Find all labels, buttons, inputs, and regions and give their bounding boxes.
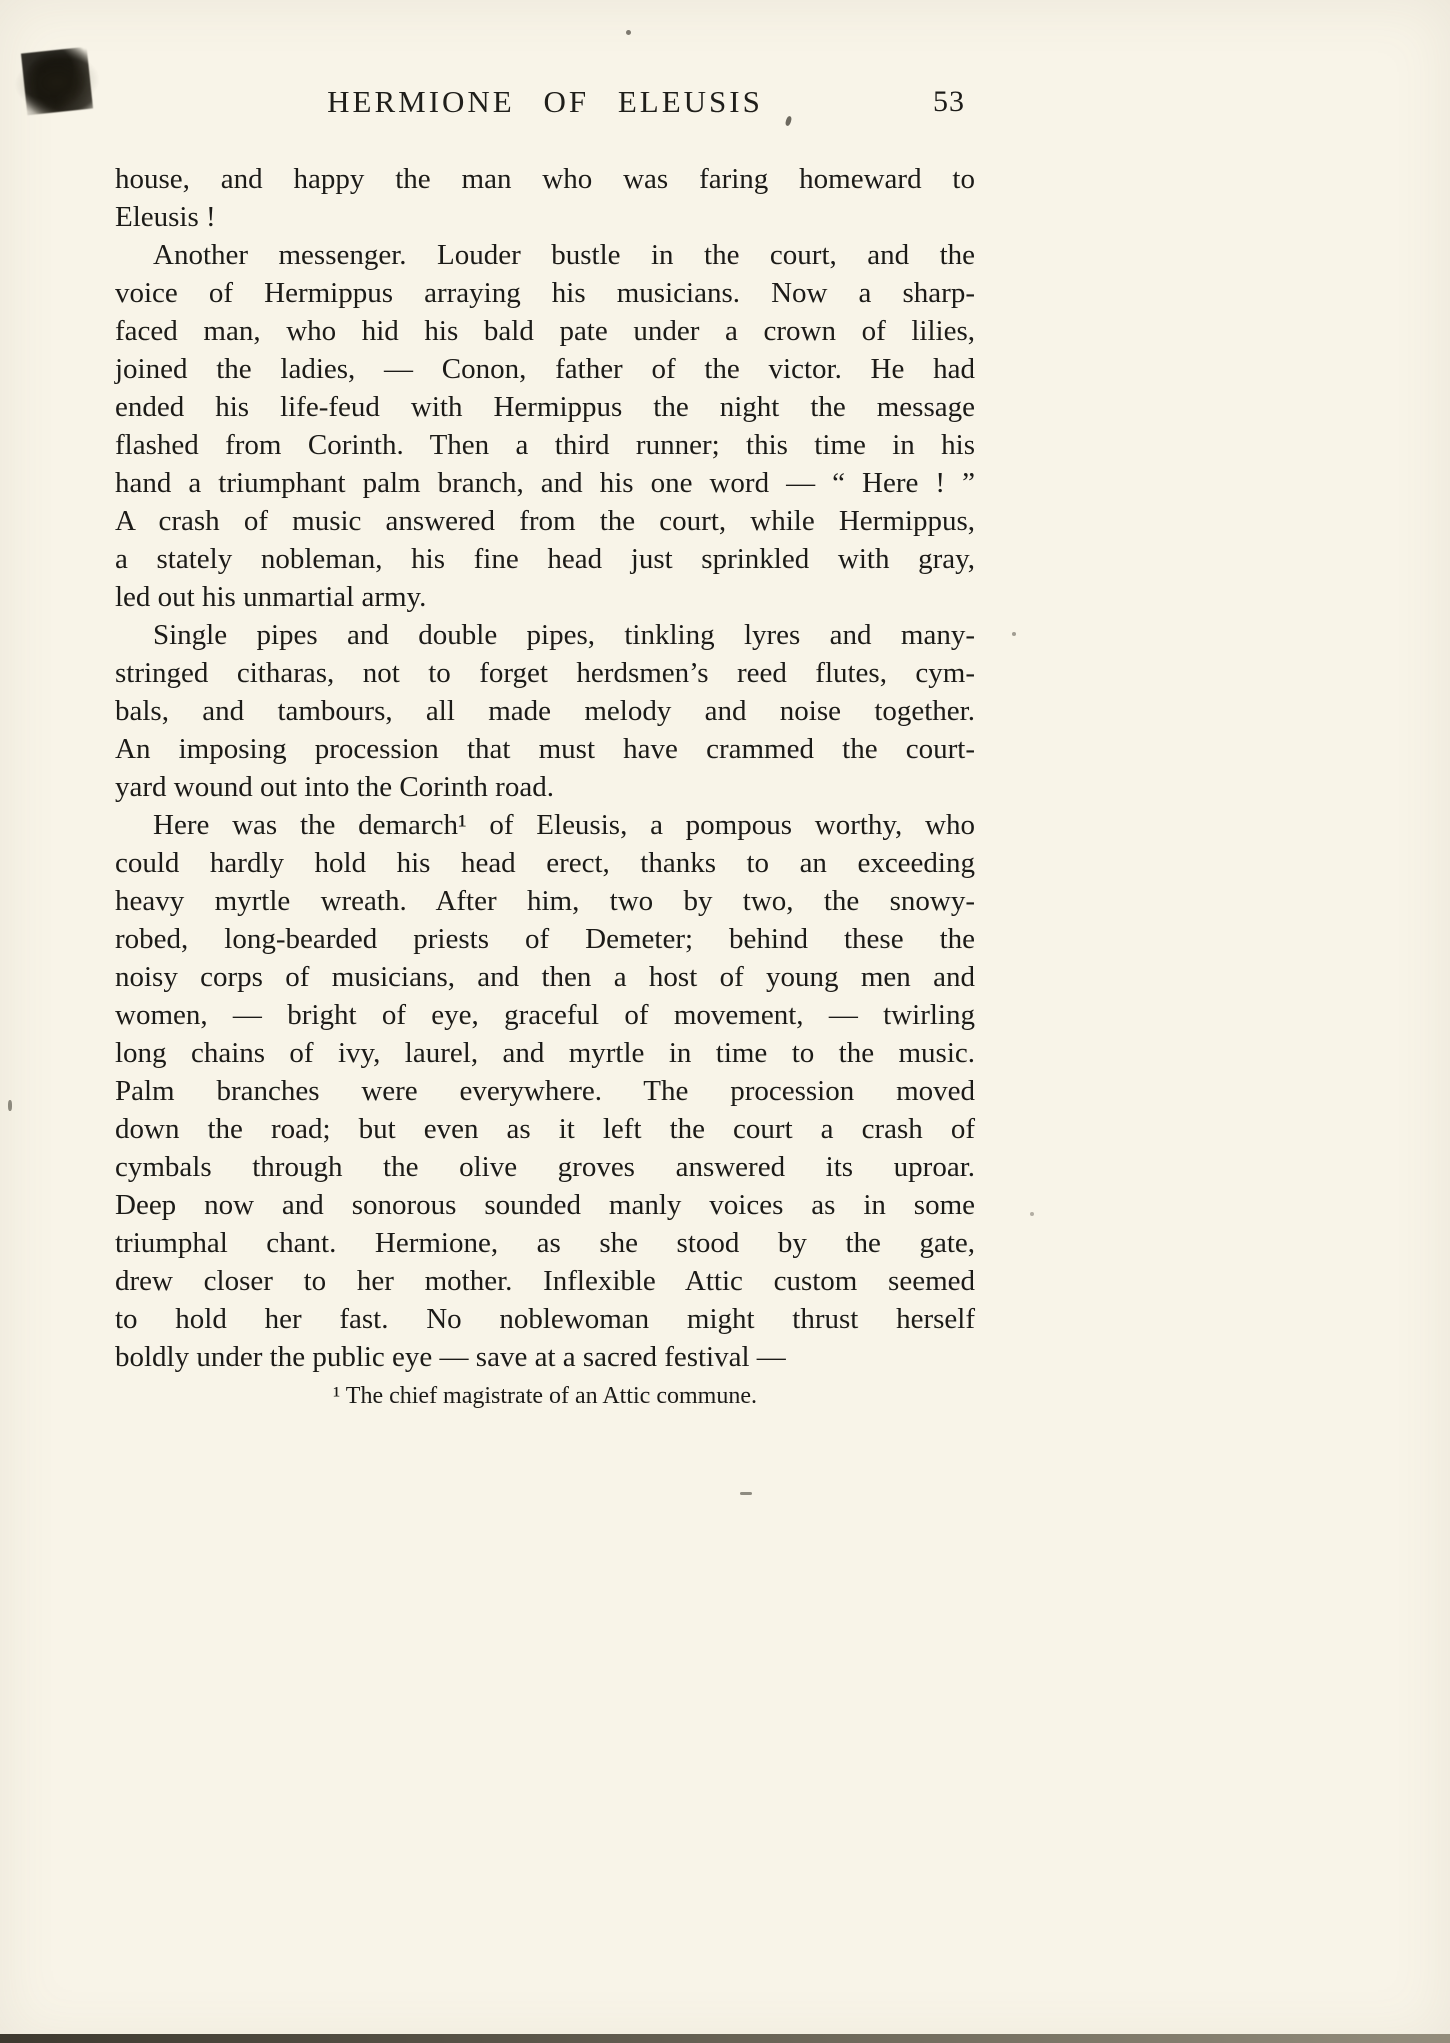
text-line: Eleusis ! [115, 201, 216, 233]
text-line: ended his life-feud with Hermippus the night the message [115, 391, 975, 423]
text-line: down the road; but even as it left the court a crash of [115, 1113, 975, 1145]
paragraph [115, 160, 975, 236]
text-line: robed, long-bearded priests of Demeter; behind these the [115, 923, 975, 955]
text-line: stringed citharas, not to forget herdsmen’s reed flutes, cym- [115, 657, 975, 689]
text-block [115, 160, 975, 1376]
text-line: An imposing procession that must have crammed the court- [115, 733, 975, 765]
text-line: bals, and tambours, all made melody and noise together. [115, 695, 975, 727]
running-title: HERMIONE OF ELEUSIS [327, 84, 763, 119]
text-line: joined the ladies, — Conon, father of the victor. He had [115, 353, 975, 385]
ink-stamp [21, 47, 93, 116]
text-line: yard wound out into the Corinth road. [115, 771, 554, 803]
text-line: hand a triumphant palm branch, and his one word — “ Here ! ” [115, 467, 975, 499]
text-line: women, — bright of eye, graceful of movement, — twirling [115, 999, 975, 1031]
text-line: long chains of ivy, laurel, and myrtle in time to the music. [115, 1037, 975, 1069]
page-number: 53 [933, 85, 965, 118]
paragraph [115, 236, 975, 616]
scan-speck [626, 30, 631, 35]
text-line: Single pipes and double pipes, tinkling lyres and many- [153, 619, 975, 651]
text-line: could hardly hold his head erect, thanks to an exceeding [115, 847, 975, 879]
scan-edge [0, 2034, 1450, 2043]
scan-speck [1012, 632, 1016, 636]
paragraph [115, 616, 975, 806]
scan-speck [1030, 1212, 1034, 1216]
text-line: heavy myrtle wreath. After him, two by two, the snowy- [115, 885, 975, 917]
text-line: Here was the demarch¹ of Eleusis, a pompous worthy, who [153, 809, 975, 841]
text-line: Deep now and sonorous sounded manly voices as in some [115, 1189, 975, 1221]
text-line: noisy corps of musicians, and then a host of young men and [115, 961, 975, 993]
paragraph [115, 806, 975, 1376]
text-line: led out his unmartial army. [115, 581, 427, 613]
text-line: flashed from Corinth. Then a third runner; this time in his [115, 429, 975, 461]
page-header [115, 84, 975, 124]
text-line: cymbals through the olive groves answered its uproar. [115, 1151, 975, 1183]
scan-speck [740, 1492, 752, 1495]
footnote: ¹ The chief magistrate of an Attic commune. [333, 1383, 757, 1409]
text-line: a stately nobleman, his fine head just sprinkled with gray, [115, 543, 975, 575]
text-line: to hold her fast. No noblewoman might thrust herself [115, 1303, 975, 1335]
text-line: triumphal chant. Hermione, as she stood by the gate, [115, 1227, 975, 1259]
text-line: Another messenger. Louder bustle in the court, and the [153, 239, 975, 271]
text-line: voice of Hermippus arraying his musicians. Now a sharp- [115, 277, 975, 309]
text-line: A crash of music answered from the court, while Hermippus, [115, 505, 975, 537]
text-line: house, and happy the man who was faring homeward to [115, 163, 975, 195]
text-line: Palm branches were everywhere. The procession moved [115, 1075, 975, 1107]
scan-speck [8, 1100, 12, 1111]
text-line: drew closer to her mother. Inflexible Attic custom seemed [115, 1265, 975, 1297]
text-line: faced man, who hid his bald pate under a crown of lilies, [115, 315, 975, 347]
text-line: boldly under the public eye — save at a sacred festival — [115, 1341, 786, 1373]
